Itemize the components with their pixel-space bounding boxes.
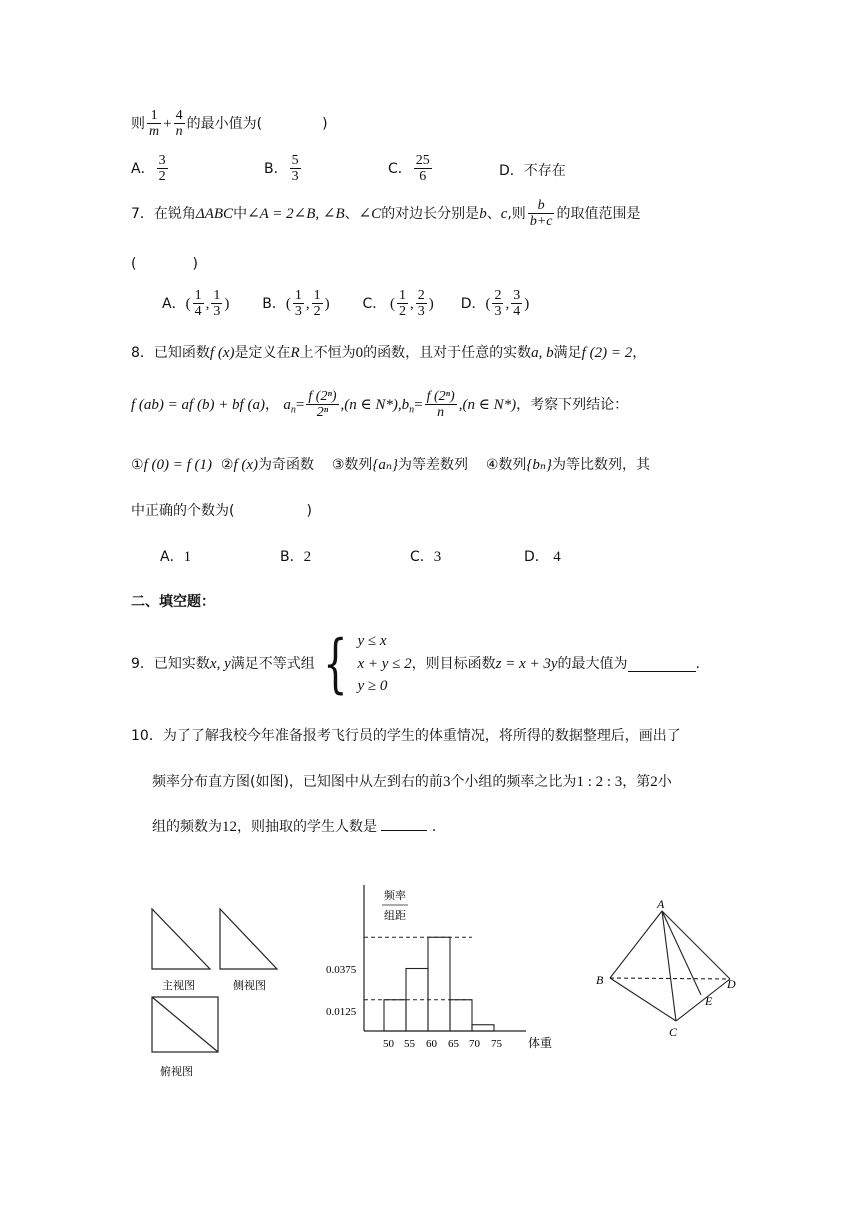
side-view-label: 侧视图 bbox=[233, 980, 266, 992]
pyramid-figure bbox=[592, 895, 747, 1045]
x-tick-label-60: 60 bbox=[426, 1038, 437, 1050]
q6-frac1: $\frac{1}{m}$ bbox=[149, 108, 160, 140]
q7-option-a: A．( $\frac{1}{4}$ , $\frac{1}{3}$ ) bbox=[162, 288, 230, 320]
q7-option-b: B．( $\frac{1}{3}$ , $\frac{1}{2}$ ) bbox=[262, 288, 330, 320]
edge-ab bbox=[610, 911, 662, 978]
vertex-d: D bbox=[727, 977, 736, 991]
y-tick-label-low: 0.0125 bbox=[326, 1006, 357, 1018]
histogram-bars bbox=[384, 937, 494, 1031]
q8-option-a: A．1 bbox=[160, 549, 192, 565]
x-tick-label-50: 50 bbox=[383, 1038, 394, 1050]
section-heading: 二、填空题： bbox=[131, 594, 215, 610]
q8-stem-line3: ①f (0) = f (1) ②f (x)为奇函数 ③数列{aₙ}为等差数列 ④数列{bₙ}为等比数列，其 bbox=[131, 457, 650, 473]
q10-line2: 频率分布直方图(如图)，已知图中从左到右的前3个小组的频率之比为1 : 2 : 3，第2小 bbox=[152, 774, 672, 790]
q7-option-c: C． ( $\frac{1}{2}$ , $\frac{2}{3}$ ) bbox=[362, 288, 434, 320]
q8-stem-line4: 中正确的个数为( ) bbox=[131, 503, 312, 519]
vertex-c: C bbox=[669, 1025, 678, 1039]
q6-frac2: $\frac{4}{n}$ bbox=[175, 108, 183, 140]
x-tick-label-65: 65 bbox=[448, 1038, 459, 1050]
vertex-e: E bbox=[705, 994, 713, 1008]
top-view-diagonal bbox=[152, 997, 218, 1052]
q9-blank bbox=[628, 657, 696, 672]
q7-stem: 7．在锐角ΔABC中∠A = 2∠B, ∠B、∠C的对边长分别是b、c,则 $\frac{b}{b+c}$ 的取值范围是 bbox=[131, 198, 641, 230]
q7-options bbox=[162, 288, 529, 320]
x-axis-label: 体重 bbox=[528, 1036, 553, 1050]
side-view-shape bbox=[220, 909, 277, 969]
front-view-label: 主视图 bbox=[162, 980, 195, 992]
edge-ac bbox=[662, 911, 676, 1021]
q8-stem-line2: f (ab) = af (b) + bf (a)， $a_n=$ $\frac{\text{f (2ⁿ)}}{\text{2ⁿ}}$ ,(n ∈ $N*),b_n=$ $\frac{\text{f (2ⁿ)}}{n}$ ,(n ∈ N*)，考察下列结论： bbox=[131, 389, 629, 421]
q8-option-d: D． 4 bbox=[524, 549, 561, 565]
vertex-a: A bbox=[657, 897, 665, 911]
edge-bc bbox=[610, 978, 676, 1021]
q10-line3: 组的频数为12，则抽取的学生人数是 . bbox=[152, 819, 437, 835]
x-tick-label-55: 55 bbox=[404, 1038, 415, 1050]
q8-option-c: C．3 bbox=[410, 549, 442, 565]
edge-cd bbox=[676, 979, 730, 1021]
q6-suffix: 的最小值为( bbox=[186, 115, 263, 132]
q9-brace: { bbox=[322, 627, 348, 701]
x-tick-label-70: 70 bbox=[469, 1038, 480, 1050]
histogram-bar bbox=[472, 1025, 494, 1031]
q9-stem: 9．已知实数 x, y 满足不等式组 { y ≤ x x + y ≤ 2 y ≥ 0 ，则目标函数 z = x + 3y 的最大值为 . bbox=[131, 627, 700, 701]
q6-close: ) bbox=[322, 115, 328, 132]
three-views-figure bbox=[140, 905, 280, 1080]
y-label-bottom: 组距 bbox=[384, 910, 406, 922]
edge-bd-hidden bbox=[610, 978, 730, 979]
q8-option-b: B．2 bbox=[280, 549, 312, 565]
vertex-b: B bbox=[596, 973, 604, 987]
q6-option-d: D．不存在 bbox=[499, 163, 566, 179]
histogram-bar bbox=[450, 1000, 472, 1031]
q7-paren: ( ) bbox=[131, 256, 198, 272]
top-view-label: 俯视图 bbox=[160, 1066, 193, 1078]
q10-blank bbox=[381, 818, 427, 831]
x-tick-label-75: 75 bbox=[491, 1038, 502, 1050]
histogram-bar bbox=[428, 937, 450, 1031]
q10-line1: 10．为了了解我校今年准备报考飞行员的学生的体重情况，将所得的数据整理后，画出了 bbox=[131, 728, 681, 744]
q6-stem bbox=[131, 108, 328, 140]
q6-prefix: 则 bbox=[131, 115, 145, 132]
front-view-shape bbox=[152, 909, 210, 969]
edge-ad bbox=[662, 911, 730, 979]
histogram-bar bbox=[384, 1000, 406, 1031]
q8-stem-line1: 8．已知函数f (x)是定义在R上不恒为0的函数，且对于任意的实数a, b满足f (2) = 2， bbox=[131, 345, 647, 361]
q7-frac: $\frac{b}{b+c}$ bbox=[529, 198, 553, 230]
q9-system: y ≤ x x + y ≤ 2 y ≥ 0 bbox=[357, 633, 412, 695]
q6-option-a: A． $\frac{3}{2}$ bbox=[131, 153, 166, 185]
q6-plus: + bbox=[163, 115, 172, 132]
y-tick-label-high: 0.0375 bbox=[326, 964, 357, 976]
y-label-top: 频率 bbox=[384, 890, 406, 902]
histogram-chart bbox=[320, 885, 570, 1055]
q6-option-c: C． $\frac{25}{6}$ bbox=[388, 153, 430, 185]
q6-option-b: B． $\frac{5}{3}$ bbox=[264, 153, 299, 185]
q7-option-d: D．( $\frac{2}{3}$ , $\frac{3}{4}$ ) bbox=[460, 288, 530, 320]
